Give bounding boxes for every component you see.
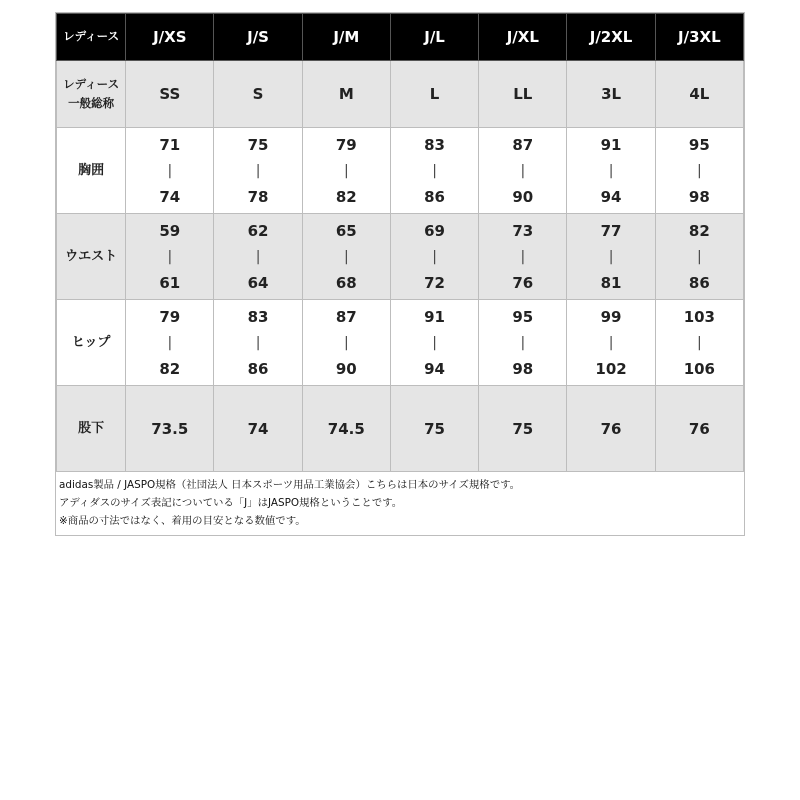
- chest-min: 79: [335, 135, 357, 154]
- inseam-cell: 73.5: [126, 386, 214, 472]
- size-header-cell: J/M: [302, 14, 390, 61]
- hip-max: 106: [683, 359, 715, 378]
- range-separator: |: [432, 162, 437, 179]
- waist-row-label: ウエスト: [57, 214, 126, 300]
- general-size-row-label: [57, 61, 126, 128]
- hip-min: 95: [512, 307, 534, 326]
- hip-min: 83: [247, 307, 269, 326]
- chest-min: 83: [424, 135, 445, 154]
- range-separator: |: [608, 162, 614, 179]
- chest-max: 86: [424, 187, 445, 206]
- chest-cell: [302, 128, 390, 214]
- chest-min: 91: [600, 135, 622, 154]
- chest-max: 94: [600, 187, 622, 206]
- waist-cell: [655, 214, 743, 300]
- chest-min: 87: [512, 135, 534, 154]
- waist-cell: [302, 214, 390, 300]
- hip-min: 103: [683, 307, 715, 326]
- chest-min: 95: [688, 135, 710, 154]
- hip-row-label: ヒップ: [57, 300, 126, 386]
- range-separator: |: [696, 162, 702, 179]
- waist-cell: [126, 214, 214, 300]
- chest-cell: [126, 128, 214, 214]
- range-separator: |: [432, 334, 437, 351]
- general-size-label-line1: レディース: [63, 77, 120, 92]
- waist-min: 82: [688, 221, 710, 240]
- chest-cell: [390, 128, 478, 214]
- hip-max: 86: [247, 359, 269, 378]
- waist-cell: [479, 214, 567, 300]
- waist-row: [57, 214, 744, 300]
- general-size-cell: 4L: [655, 61, 743, 128]
- range-separator: |: [343, 162, 349, 179]
- hip-max: 102: [595, 359, 627, 378]
- waist-cell: [390, 214, 478, 300]
- hip-max: 98: [512, 359, 534, 378]
- range-separator: |: [520, 162, 526, 179]
- inseam-row-label: 股下: [57, 386, 126, 472]
- hip-max: 82: [159, 359, 181, 378]
- size-table: [56, 13, 744, 472]
- waist-max: 76: [512, 273, 534, 292]
- size-chart: [55, 12, 745, 536]
- waist-min: 73: [512, 221, 534, 240]
- size-header-cell: J/L: [390, 14, 478, 61]
- hip-row: [57, 300, 744, 386]
- chest-cell: [479, 128, 567, 214]
- size-header-cell: J/XL: [479, 14, 567, 61]
- waist-max: 72: [424, 273, 445, 292]
- note-line: adidas製品 / JASPO規格（社団法人 日本スポーツ用品工業協会）こちらは日本のサイズ規格です。: [59, 479, 521, 491]
- note-line: アディダスのサイズ表記についている「J」はJASPO規格ということです。: [59, 497, 403, 509]
- waist-max: 68: [335, 273, 357, 292]
- size-header-cell: J/XS: [126, 14, 214, 61]
- hip-min: 87: [335, 307, 357, 326]
- range-separator: |: [608, 248, 614, 265]
- general-size-label-line2: 一般総称: [68, 96, 115, 110]
- general-size-cell: S: [214, 61, 302, 128]
- inseam-cell: 76: [655, 386, 743, 472]
- chest-cell: [655, 128, 743, 214]
- waist-min: 77: [600, 221, 622, 240]
- waist-min: 62: [247, 221, 269, 240]
- hip-cell: [214, 300, 302, 386]
- range-separator: |: [255, 334, 261, 351]
- inseam-cell: 75: [479, 386, 567, 472]
- general-size-cell: LL: [479, 61, 567, 128]
- waist-min: 69: [424, 221, 445, 240]
- chest-min: 75: [247, 135, 269, 154]
- chest-max: 74: [159, 187, 181, 206]
- chest-min: 71: [159, 135, 181, 154]
- inseam-cell: 74.5: [302, 386, 390, 472]
- hip-max: 94: [424, 359, 445, 378]
- range-separator: |: [167, 248, 173, 265]
- note-line: ※商品の寸法ではなく、着用の目安となる数値です。: [59, 515, 306, 527]
- general-size-cell: M: [302, 61, 390, 128]
- waist-min: 59: [159, 221, 181, 240]
- waist-max: 64: [247, 273, 269, 292]
- inseam-cell: 74: [214, 386, 302, 472]
- chest-cell: [214, 128, 302, 214]
- size-header-cell: J/2XL: [567, 14, 655, 61]
- hip-min: 99: [600, 307, 622, 326]
- header-row-label: レディース: [57, 14, 126, 61]
- waist-min: 65: [335, 221, 357, 240]
- waist-max: 81: [600, 273, 622, 292]
- range-separator: |: [432, 248, 437, 265]
- range-separator: |: [255, 248, 261, 265]
- hip-cell: [302, 300, 390, 386]
- inseam-row: [57, 386, 744, 472]
- range-separator: |: [520, 334, 526, 351]
- general-size-cell: L: [390, 61, 478, 128]
- hip-max: 90: [335, 359, 357, 378]
- inseam-cell: 76: [567, 386, 655, 472]
- waist-cell: [214, 214, 302, 300]
- general-size-cell: SS: [126, 61, 214, 128]
- range-separator: |: [343, 248, 349, 265]
- hip-cell: [390, 300, 478, 386]
- hip-cell: [126, 300, 214, 386]
- inseam-cell: 75: [390, 386, 478, 472]
- range-separator: |: [696, 248, 702, 265]
- hip-cell: [655, 300, 743, 386]
- chest-max: 98: [688, 187, 710, 206]
- size-header-cell: J/S: [214, 14, 302, 61]
- hip-min: 91: [424, 307, 445, 326]
- range-separator: |: [696, 334, 702, 351]
- header-row: [57, 14, 744, 61]
- range-separator: |: [520, 248, 526, 265]
- waist-max: 86: [688, 273, 710, 292]
- chest-max: 90: [512, 187, 534, 206]
- chest-max: 78: [247, 187, 269, 206]
- waist-cell: [567, 214, 655, 300]
- general-size-cell: 3L: [567, 61, 655, 128]
- waist-max: 61: [159, 273, 181, 292]
- chest-max: 82: [335, 187, 357, 206]
- size-notes: [56, 472, 744, 535]
- range-separator: |: [343, 334, 349, 351]
- range-separator: |: [608, 334, 614, 351]
- hip-cell: [479, 300, 567, 386]
- range-separator: |: [255, 162, 261, 179]
- range-separator: |: [167, 162, 173, 179]
- general-size-row: [57, 61, 744, 128]
- hip-min: 79: [159, 307, 181, 326]
- range-separator: |: [167, 334, 173, 351]
- chest-cell: [567, 128, 655, 214]
- hip-cell: [567, 300, 655, 386]
- chest-row: [57, 128, 744, 214]
- chest-row-label: 胸囲: [57, 128, 126, 214]
- size-header-cell: J/3XL: [655, 14, 743, 61]
